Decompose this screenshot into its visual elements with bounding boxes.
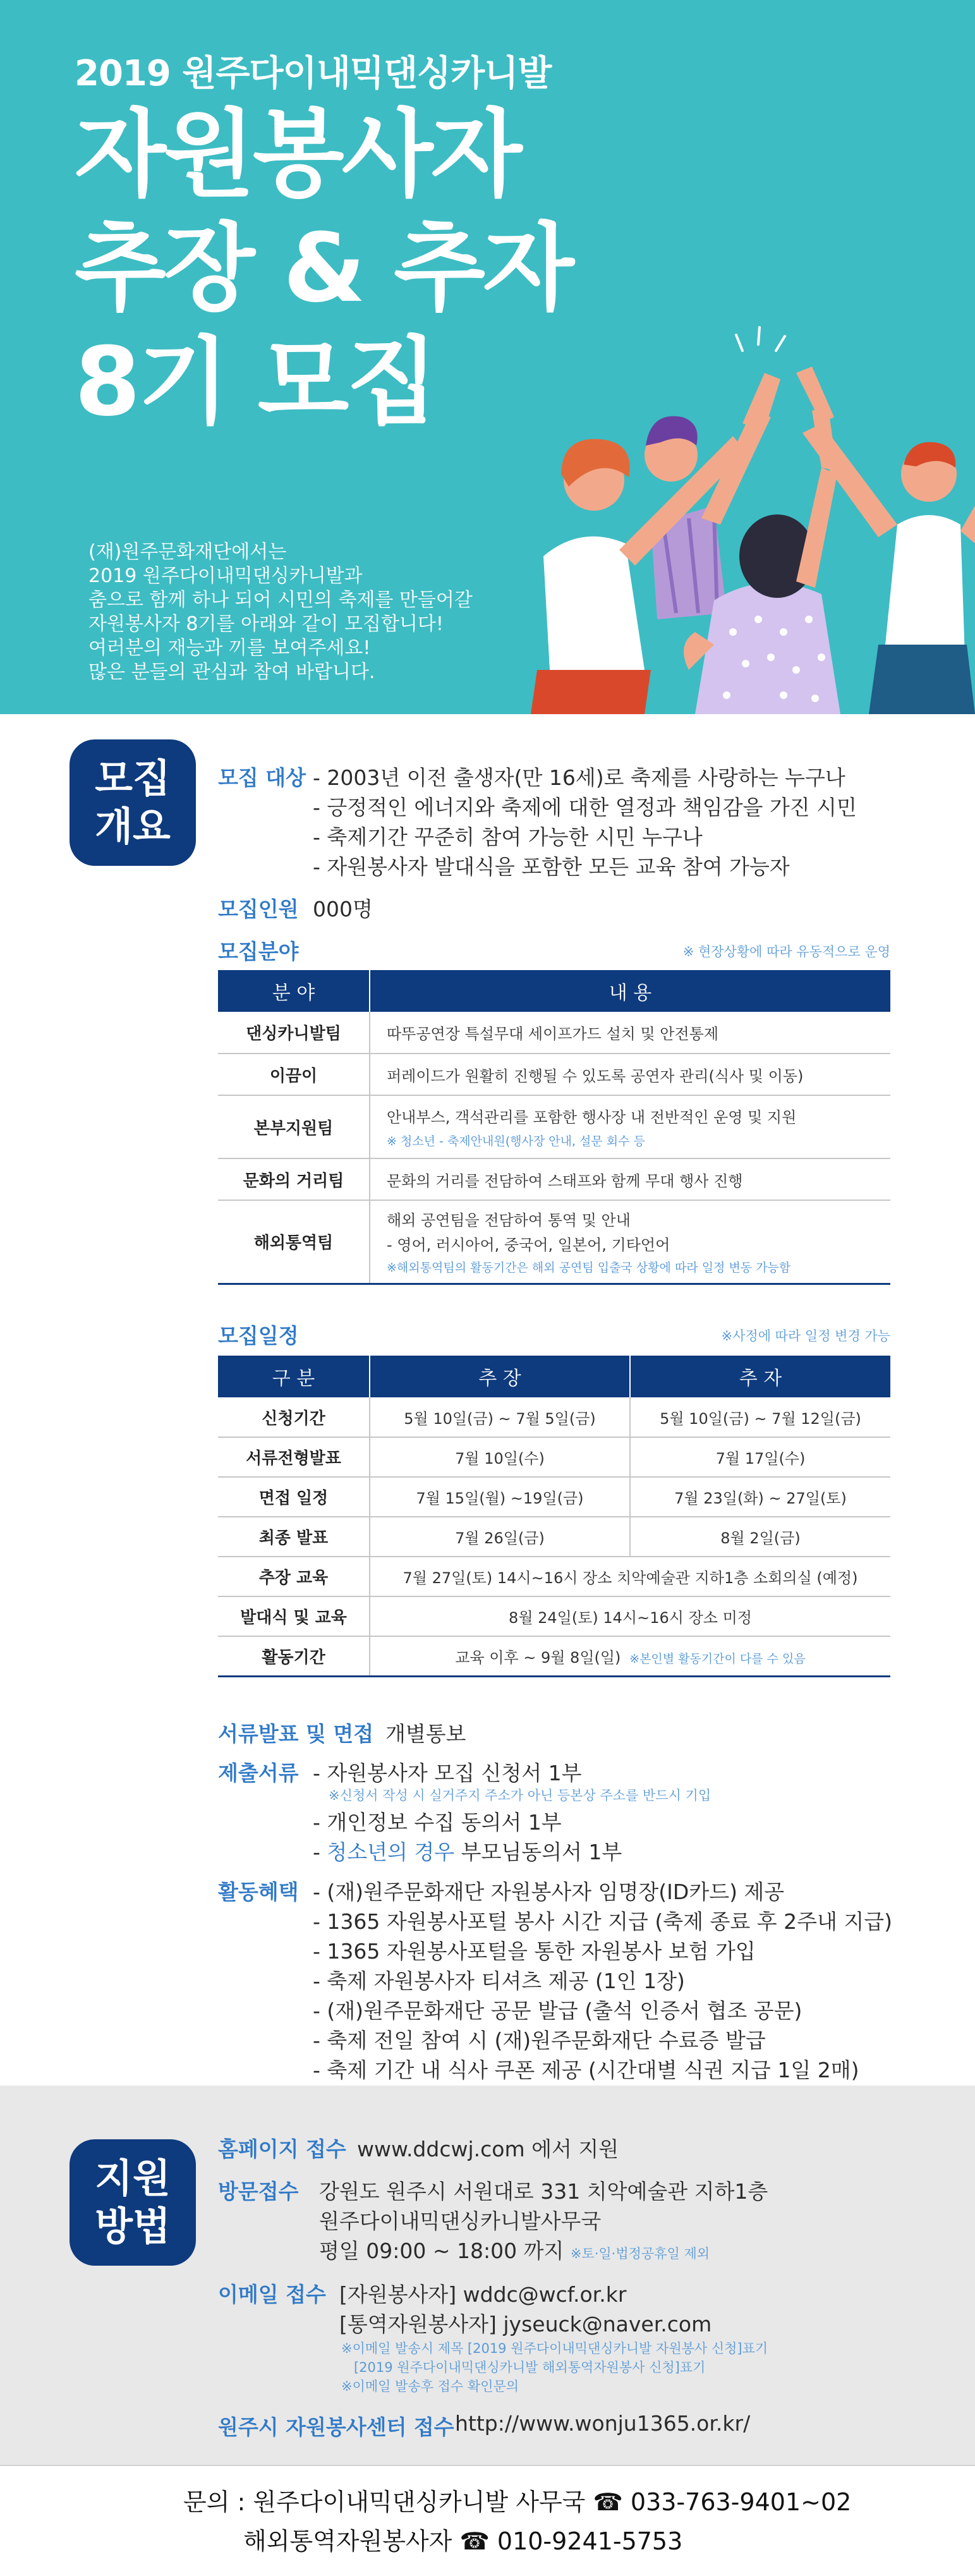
- contact-line-2: [243, 2522, 682, 2556]
- badge-line: 방법: [95, 2203, 171, 2249]
- benefit-item: - 1365 자원봉사포털 봉사 시간 지급 (축제 종료 후 2주내 지급): [313, 1909, 892, 1934]
- schedule-name: 서류전형발표: [218, 1437, 370, 1477]
- benefit-label: 활동혜택: [218, 1880, 299, 1904]
- field-note-inline: ※ 청소년 - 축제안내원(행사장 안내, 설문 회수 등: [387, 1134, 645, 1148]
- intro-line: 많은 분들의 관심과 참여 바랍니다.: [88, 661, 375, 683]
- target-item: - 축제기간 꾸준히 참여 가능한 시민 누구나: [313, 825, 703, 849]
- headline-line-3: 8기 모집: [75, 327, 436, 437]
- field-desc: 문화의 거리를 전담하여 스태프와 함께 무대 행사 진행: [370, 1158, 890, 1200]
- badge-line: 개요: [95, 803, 171, 849]
- intro-line: 여러분의 재능과 끼를 보여주세요!: [88, 637, 371, 659]
- intro-line: 춤으로 함께 하나 되어 시민의 축제를 만들어갈: [88, 589, 473, 611]
- field-header-content: 내 용: [370, 970, 890, 1012]
- contact-interpreter: 해외통역자원봉사자: [243, 2527, 452, 2555]
- field-name: 댄싱카니발팀: [218, 1012, 370, 1054]
- field-header-category: 분 야: [218, 970, 370, 1012]
- phone-icon: ☎: [593, 2488, 623, 2516]
- field-name: 해외통역팀: [218, 1200, 370, 1284]
- table-row: [218, 1012, 890, 1054]
- header-banner: [0, 0, 975, 714]
- schedule-merged: 7월 27일(토) 14시~16시 장소 치악예술관 지하1층 소회의실 (예정): [370, 1557, 890, 1596]
- schedule-chujang: 5월 10일(금) ~ 7월 5일(금): [370, 1397, 630, 1437]
- field-desc: 퍼레이드가 원활히 진행될 수 있도록 공연자 관리(식사 및 이동): [370, 1054, 890, 1095]
- center-link[interactable]: http://www.wonju1365.or.kr/: [455, 2411, 751, 2436]
- count-value: 000명: [313, 897, 373, 921]
- schedule-header-chuja: 추 자: [630, 1356, 890, 1397]
- benefit-item: - (재)원주문화재단 공문 발급 (출석 인증서 협조 공문): [313, 1998, 802, 2023]
- phone-icon: ☎: [459, 2527, 490, 2555]
- schedule-name: 발대식 및 교육: [218, 1596, 370, 1636]
- table-row: [218, 1158, 890, 1200]
- badge-line: 지원: [95, 2155, 171, 2201]
- email-note: [2019 원주다이내믹댄싱카니발 해외통역자원봉사 신청]표기: [354, 2360, 706, 2375]
- visit-hours-line: [319, 2235, 710, 2264]
- field-desc: 안내부스, 객석관리를 포함한 행사장 내 전반적인 운영 및 지원: [387, 1109, 797, 1126]
- target-item: - 자원봉사자 발대식을 포함한 모든 교육 참여 가능자: [313, 854, 790, 879]
- event-subtitle: 2019 원주다이내믹댄싱카니발: [75, 53, 552, 94]
- field-note: ※ 현장상황에 따라 유동적으로 운영: [682, 944, 890, 959]
- table-row: [218, 1596, 890, 1636]
- schedule-chujang: 7월 26일(금): [370, 1517, 630, 1557]
- email-interpreter[interactable]: [통역자원봉사자] jyseuck@naver.com: [339, 2312, 712, 2336]
- center-label: 원주시 자원봉사센터 접수: [218, 2415, 454, 2439]
- table-row: [218, 1557, 890, 1596]
- email-volunteer[interactable]: [자원봉사자] wddc@wcf.or.kr: [339, 2282, 627, 2307]
- field-name: 본부지원팀: [218, 1095, 370, 1158]
- interview-value: 개별통보: [385, 1722, 466, 1746]
- benefit-item: - 축제 기간 내 식사 쿠폰 제공 (시간대별 식권 지급 1일 2매): [313, 2058, 859, 2082]
- schedule-merged: 교육 이후 ~ 9월 8일(일): [455, 1648, 621, 1667]
- divider: [0, 2465, 975, 2466]
- docs-label: 제출서류: [218, 1761, 299, 1785]
- field-note-inline: ※해외통역팀의 활동기간은 해외 공연팀 입출국 상황에 따라 일정 변동 가능함: [387, 1261, 791, 1275]
- field-name: 문화의 거리팀: [218, 1158, 370, 1200]
- benefit-item: - 축제 자원봉사자 티셔츠 제공 (1인 1장): [313, 1969, 685, 1993]
- visit-address: 강원도 원주시 서원대로 331 치악예술관 지하1층: [319, 2179, 768, 2204]
- schedule-label: 모집일정: [218, 1323, 299, 1348]
- schedule-header-chujang: 추 장: [370, 1356, 630, 1397]
- schedule-chuja: 7월 23일(화) ~ 27일(토): [630, 1477, 890, 1517]
- schedule-chujang: 7월 15일(월) ~19일(금): [370, 1477, 630, 1517]
- intro-line: (재)원주문화재단에서는: [88, 541, 287, 563]
- email-note: ※이메일 발송시 제목 [2019 원주다이내믹댄싱카니발 자원봉사 신청]표기: [341, 2341, 768, 2356]
- field-desc: 해외 공연팀을 전담하여 통역 및 안내: [387, 1212, 631, 1230]
- table-row: [218, 1477, 890, 1517]
- contact-line-1: [183, 2482, 851, 2517]
- count-label: 모집인원: [218, 897, 299, 921]
- overview-badge: [70, 739, 196, 866]
- table-row: [218, 1095, 890, 1158]
- docs-item-youth: [313, 1836, 622, 1866]
- schedule-chuja: 8월 2일(금): [630, 1517, 890, 1557]
- visit-office: 원주다이내믹댄싱카니발사무국: [319, 2209, 602, 2233]
- high-five-illustration: [524, 316, 975, 714]
- homepage-label: 홈페이지 접수: [218, 2137, 346, 2161]
- email-label: 이메일 접수: [218, 2282, 326, 2307]
- field-name: 이끔이: [218, 1054, 370, 1095]
- table-row: [218, 1200, 890, 1284]
- docs-youth-suffix: 부모님동의서 1부: [454, 1840, 622, 1864]
- field-desc: - 영어, 러시아어, 중국어, 일본어, 기타언어: [387, 1236, 670, 1255]
- badge-line: 모집: [95, 755, 171, 801]
- schedule-note: ※사정에 따라 일정 변경 가능: [721, 1328, 890, 1344]
- email-note: ※이메일 발송후 접수 확인문의: [341, 2379, 519, 2394]
- benefit-item: - 축제 전일 참여 시 (재)원주문화재단 수료증 발급: [313, 2028, 766, 2053]
- headline-line-1: 자원봉사자: [75, 100, 520, 210]
- field-desc-cell: [370, 1200, 890, 1284]
- schedule-header-category: 구 분: [218, 1356, 370, 1397]
- field-desc-cell: [370, 1095, 890, 1158]
- interview-label: 서류발표 및 면접: [218, 1722, 374, 1746]
- visit-hours-note: ※토·일·법정공휴일 제외: [570, 2246, 710, 2261]
- docs-youth-highlight: 청소년의 경우: [327, 1840, 455, 1864]
- schedule-name: 최종 발표: [218, 1517, 370, 1557]
- schedule-name: 추장 교육: [218, 1557, 370, 1596]
- schedule-merged: 8월 24일(토) 14시~16시 장소 미정: [370, 1596, 890, 1636]
- benefit-item: - 1365 자원봉사포털을 통한 자원봉사 보험 가입: [313, 1939, 756, 1964]
- table-row: [218, 1517, 890, 1557]
- support-badge: [70, 2139, 196, 2266]
- table-row: [218, 1054, 890, 1095]
- field-label: 모집분야: [218, 939, 299, 964]
- schedule-merged-cell: [370, 1636, 890, 1676]
- visit-hours: 평일 09:00 ~ 18:00 까지: [319, 2239, 564, 2263]
- target-label: 모집 대상: [218, 765, 306, 790]
- schedule-merged-note: ※본인별 활동기간이 다를 수 있음: [629, 1651, 806, 1666]
- docs-note: ※신청서 작성 시 실거주지 주소가 아닌 등본상 주소를 반드시 기입: [329, 1788, 712, 1803]
- schedule-chuja: 7월 17일(수): [630, 1437, 890, 1477]
- intro-line: 2019 원주다이내믹댄싱카니발과: [88, 565, 363, 587]
- schedule-chujang: 7월 10일(수): [370, 1437, 630, 1477]
- visit-label: 방문접수: [218, 2179, 299, 2204]
- homepage-link[interactable]: www.ddcwj.com 에서 지원: [357, 2137, 619, 2161]
- contact-phone[interactable]: 010-9241-5753: [497, 2527, 683, 2555]
- headline-line-2: 추장 & 추자: [75, 214, 572, 324]
- schedule-name: 신청기간: [218, 1397, 370, 1437]
- schedule-name: 면접 일정: [218, 1477, 370, 1517]
- target-item: - 2003년 이전 출생자(만 16세)로 축제를 사랑하는 누구나: [313, 765, 845, 790]
- contact-office: 문의 : 원주다이내믹댄싱카니발 사무국: [183, 2488, 586, 2516]
- docs-item: - 자원봉사자 모집 신청서 1부: [313, 1761, 582, 1785]
- intro-line: 자원봉사자 8기를 아래와 같이 모집합니다!: [88, 613, 444, 635]
- field-table: [218, 970, 890, 1285]
- target-item: - 긍정적인 에너지와 축제에 대한 열정과 책임감을 가진 시민: [313, 795, 857, 820]
- schedule-table: [218, 1356, 890, 1677]
- schedule-chuja: 5월 10일(금) ~ 7월 12일(금): [630, 1397, 890, 1437]
- docs-youth-prefix: -: [313, 1840, 327, 1864]
- field-desc: 따뚜공연장 특설무대 세이프가드 설치 및 안전통제: [370, 1012, 890, 1054]
- docs-item: - 개인정보 수집 동의서 1부: [313, 1810, 562, 1835]
- table-row: [218, 1397, 890, 1437]
- benefit-item: - (재)원주문화재단 자원봉사자 임명장(ID카드) 제공: [313, 1880, 785, 1904]
- table-row: [218, 1636, 890, 1676]
- contact-phone[interactable]: 033-763-9401~02: [630, 2488, 852, 2516]
- intro-text: [88, 540, 473, 684]
- schedule-name: 활동기간: [218, 1636, 370, 1676]
- table-row: [218, 1437, 890, 1477]
